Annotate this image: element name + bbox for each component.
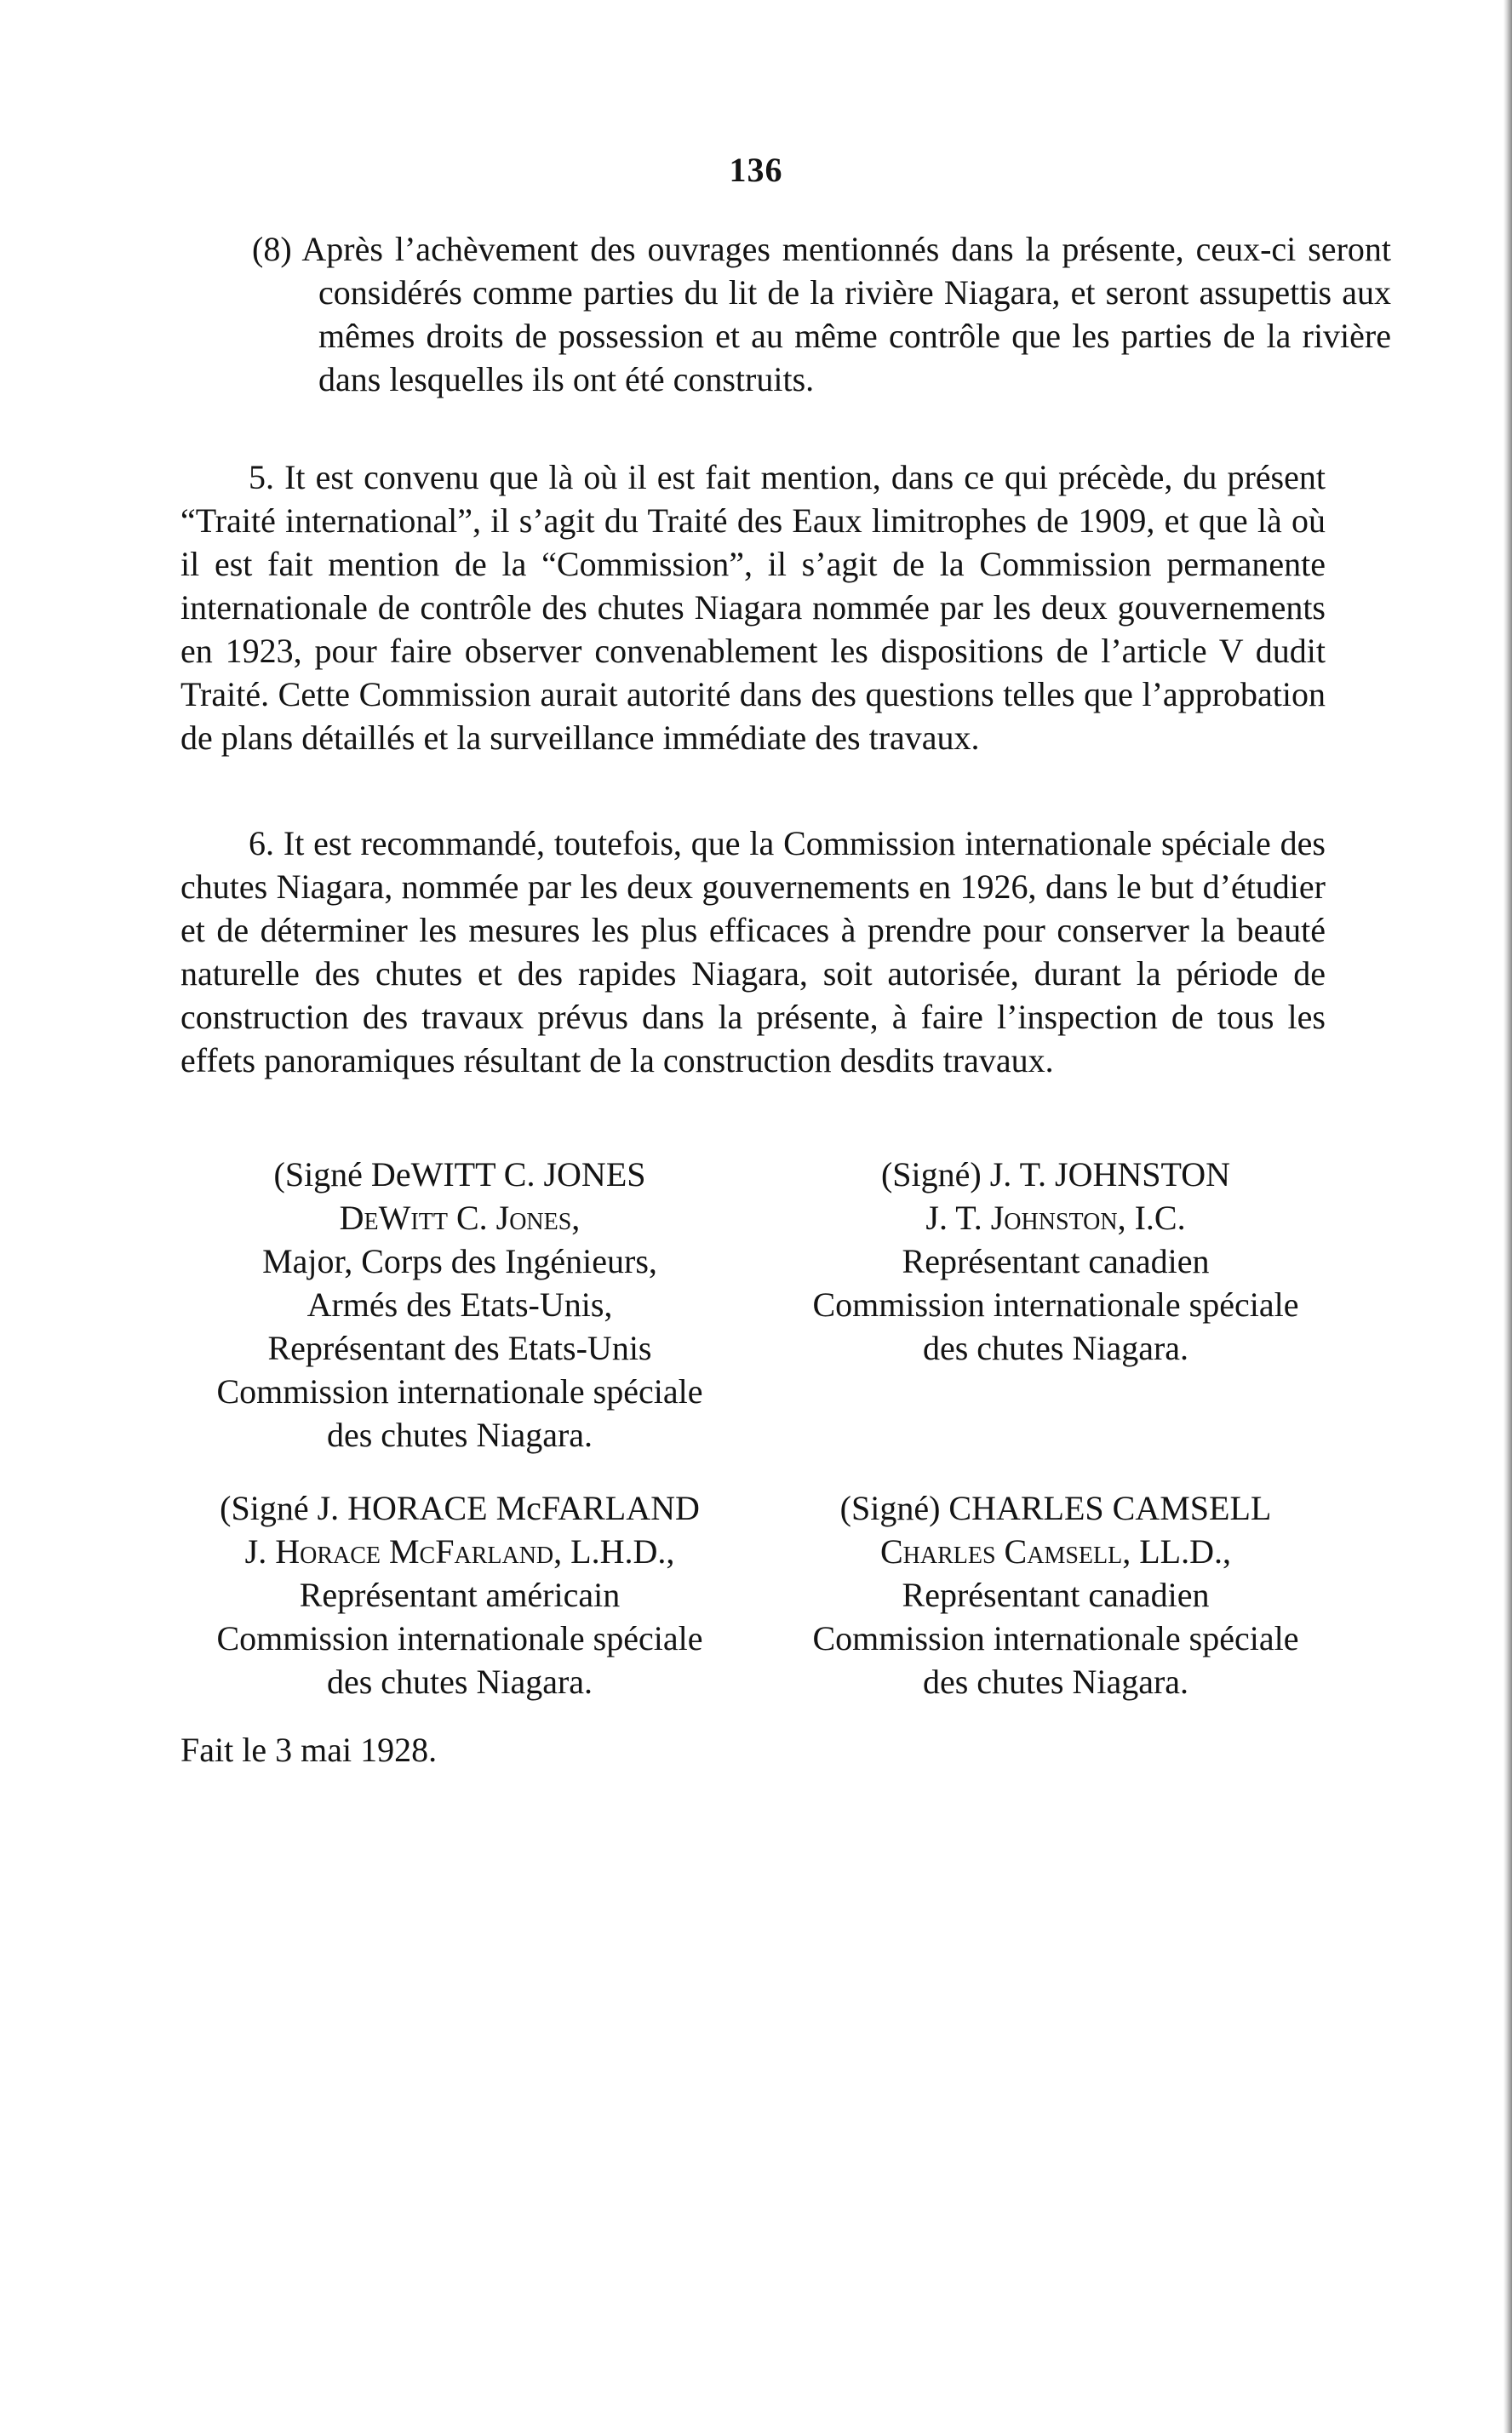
paragraph-5: 5. It est convenu que là où il est fait mention, dans ce qui précède, du présent “Traité international”, il s’agit du Traité des Eaux limitrophes de 1909, et que là où il est fait mention de la “Commission”, il s’agit de la Commission permanente internationale de contrôle des chutes Niagara nommée par les deux gouvernements en 1923, pour faire observer convenablement les dispositions de l’article V dudit Traité. Cette Commission aurait autorité dans des questions telles que l’approbation de plans détaillés et la surveillance immédiate des travaux. [180,458,1326,757]
signature-title-line: Commission internationale spéciale [812,1619,1299,1657]
paragraph-8: (8) Après l’achèvement des ouvrages mentionnés dans la présente, ceux-ci seront considérés comme parties du lit de la rivière Niagara, et seront assupettis aux mêmes droits de possession et au même contrôle que les parties de la rivière dans lesquelles ils ont été construits. [252,230,1391,398]
signature-title-line: Major, Corps des Ingénieurs, [262,1242,657,1280]
signature-title-line: des chutes Niagara. [326,1416,593,1454]
signature-title-line: des chutes Niagara. [922,1329,1189,1367]
page-edge-shadow [1503,0,1512,2433]
paragraph-6: 6. It est recommandé, toutefois, que la Commission internationale spéciale des chutes Niagara, nommée par les deux gouvernements en 1926, dans le but d’étudier et de déterminer les mesures les plus efficaces à prendre pour conserver la beauté naturelle des chutes et des rapides Niagara, soit autorisée, durant la période de construction des travaux prévus dans la présente, à faire l’inspection de tous les effets panoramiques résultant de la construction desdits travaux. [180,824,1326,1079]
signature-title-line: Commission internationale spéciale [216,1619,703,1657]
signature-signed-line: (Signé) J. T. JOHNSTON [880,1155,1231,1194]
signature-signed-line: (Signé) CHARLES CAMSELL [839,1489,1272,1527]
signature-title-line: Représentant des Etats-Unis [267,1329,652,1367]
signature-title-line: Représentant américain [299,1576,621,1614]
signature-block-jones [170,1153,749,1457]
signature-name: Charles Camsell, LL.D., [879,1532,1231,1571]
page-number: 136 [729,151,783,189]
signature-block-camsell [766,1486,1345,1703]
signature-name: J. Horace McFarland, L.H.D., [244,1532,675,1571]
signature-title-line: Représentant canadien [902,1576,1210,1614]
date-line: Fait le 3 mai 1928. [180,1731,438,1769]
signature-signed-line: (Signé DeWITT C. JONES [273,1155,646,1194]
signature-title-line: Commission internationale spéciale [812,1285,1299,1324]
signature-name: J. T. Johnston, I.C. [925,1199,1186,1237]
signature-name: DeWitt C. Jones, [339,1199,581,1237]
signature-title-line: Représentant canadien [902,1242,1210,1280]
signature-title-line: des chutes Niagara. [326,1663,593,1701]
signature-title-line: des chutes Niagara. [922,1663,1189,1701]
signature-block-mcfarland [170,1486,749,1703]
signature-title-line: Armés des Etats-Unis, [306,1285,613,1324]
signature-title-line: Commission internationale spéciale [216,1372,703,1411]
signature-block-johnston [766,1153,1345,1370]
signature-signed-line: (Signé J. HORACE McFARLAND [220,1489,700,1527]
